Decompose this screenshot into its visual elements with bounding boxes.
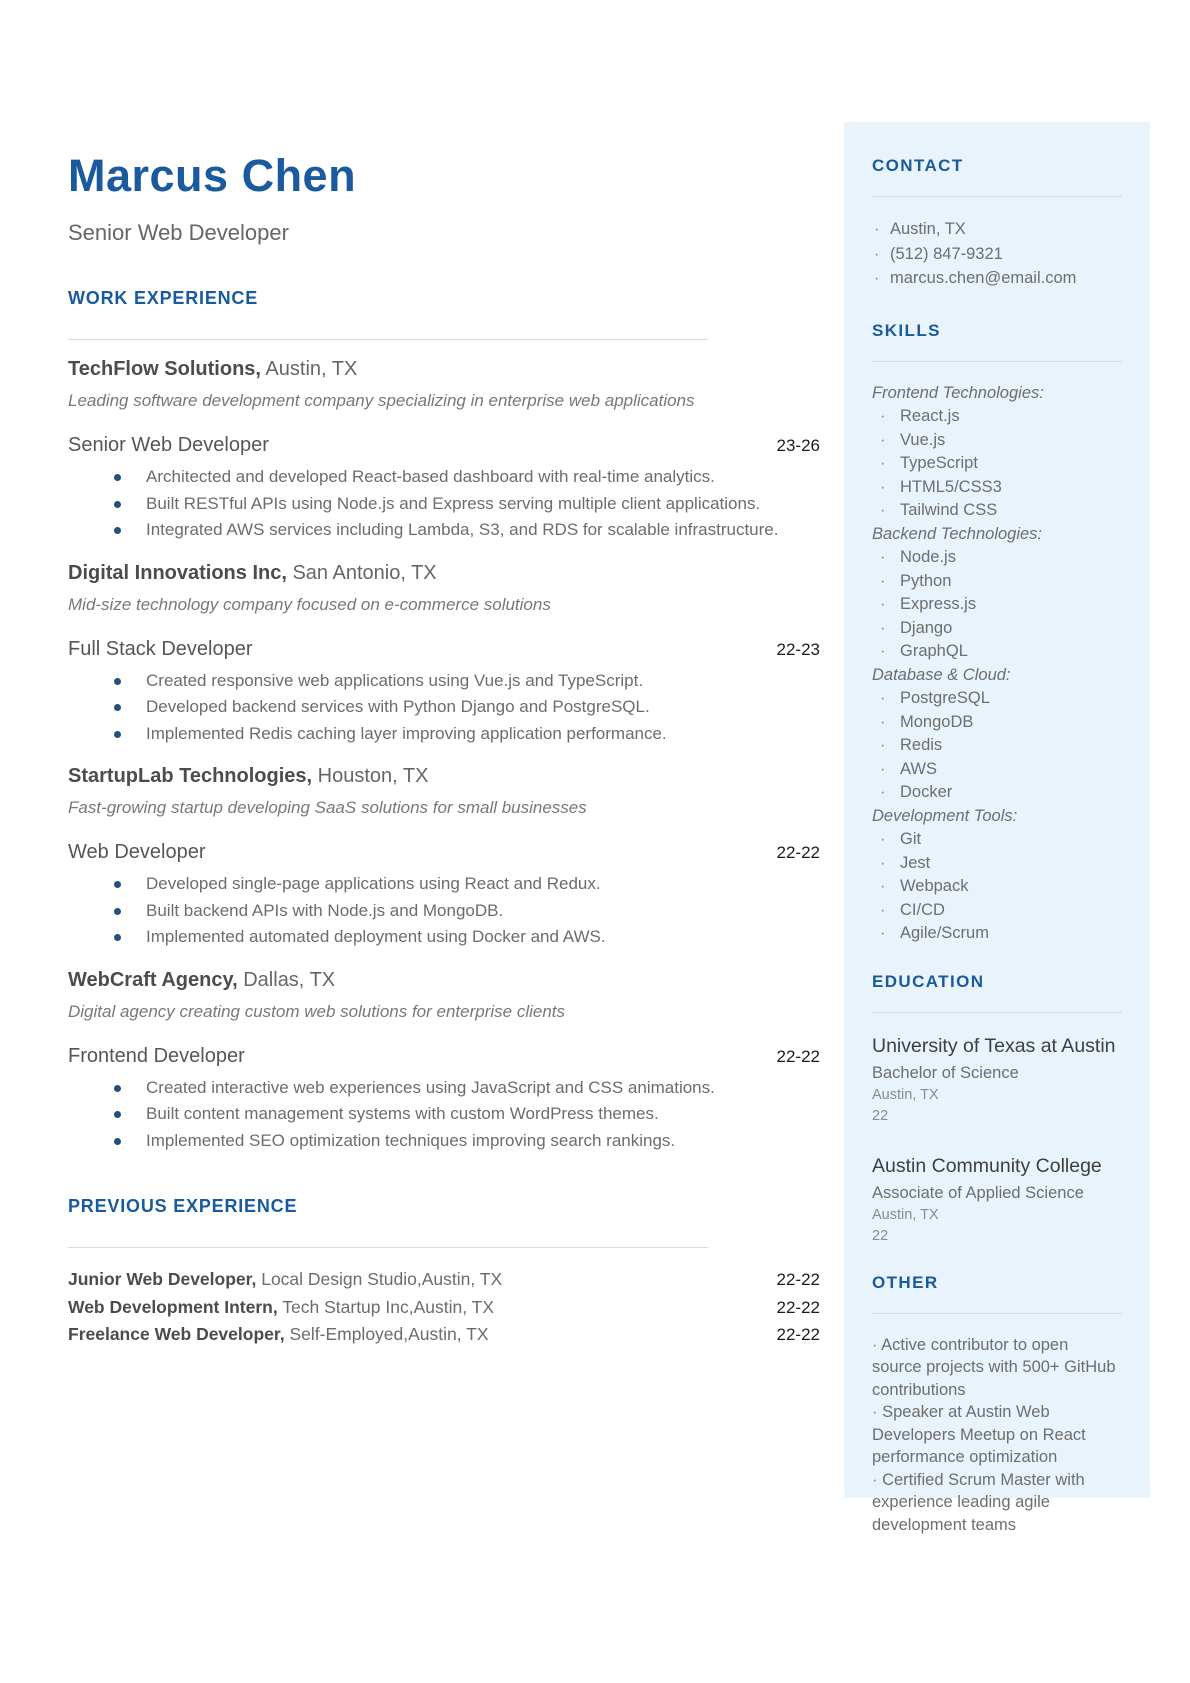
skill-group-label: Frontend Technologies:	[872, 383, 1044, 402]
skill-group-items	[872, 828, 1122, 946]
other-item: · Certified Scrum Master with experience leading agile development teams	[872, 1469, 1122, 1537]
skill-item: · Express.js	[872, 593, 1122, 617]
contact-location: · Austin, TX	[872, 217, 1122, 242]
role-bullets	[68, 871, 820, 951]
skill-group-label: Database & Cloud:	[872, 665, 1011, 684]
previous-company: Self-Employed,Austin, TX	[289, 1324, 489, 1344]
work-experience-heading: WORK EXPERIENCE	[68, 288, 259, 308]
skill-item: · Vue.js	[872, 429, 1122, 453]
role-title: Frontend Developer	[68, 1044, 245, 1067]
previous-experience-row	[68, 1266, 820, 1294]
education-entry	[872, 1033, 1122, 1127]
previous-role: Freelance Web Developer,	[68, 1324, 285, 1344]
role-title: Web Developer	[68, 841, 206, 863]
role-row	[68, 434, 820, 457]
bullet-item: Created responsive web applications using Vue.js and TypeScript.	[68, 668, 820, 695]
company-name: StartupLab Technologies,	[68, 765, 313, 787]
school-degree: Associate of Applied Science	[872, 1183, 1084, 1202]
company-location: Austin, TX	[265, 358, 358, 380]
company-description: Digital agency creating custom web solutions for enterprise clients	[68, 1001, 566, 1021]
company-location: Houston, TX	[317, 765, 429, 787]
school-year: 22	[872, 1227, 889, 1244]
skill-item: · GraphQL	[872, 640, 1122, 664]
skills-heading: SKILLS	[872, 320, 941, 340]
bullet-item: Architected and developed React-based dashboard with real-time analytics.	[68, 464, 820, 491]
skill-item: · Redis	[872, 734, 1122, 758]
skill-item: · CI/CD	[872, 899, 1122, 923]
skill-group-items	[872, 687, 1122, 805]
bullet-item: Developed backend services with Python Django and PostgreSQL.	[68, 694, 820, 721]
company-line	[68, 560, 820, 587]
bullet-item: Built backend APIs with Node.js and MongoDB.	[68, 898, 820, 925]
school-location: Austin, TX	[872, 1086, 939, 1103]
contact-email: · marcus.chen@email.com	[872, 266, 1122, 291]
company-name: TechFlow Solutions,	[68, 358, 261, 380]
skill-item: · Tailwind CSS	[872, 499, 1122, 523]
company-location: Dallas, TX	[243, 968, 336, 991]
role-bullets	[68, 464, 820, 544]
bullet-item: Created interactive web experiences using JavaScript and CSS animations.	[68, 1075, 820, 1102]
school-degree: Bachelor of Science	[872, 1063, 1019, 1082]
skill-item: · Node.js	[872, 546, 1122, 570]
skill-item: · PostgreSQL	[872, 687, 1122, 711]
skill-item: · Docker	[872, 781, 1122, 805]
work-entry	[68, 967, 820, 1155]
school-name: University of Texas at Austin	[872, 1034, 1116, 1057]
other-item: · Active contributor to open source projects with 500+ GitHub contributions	[872, 1334, 1122, 1402]
role-bullets	[68, 668, 820, 748]
skill-item: · Agile/Scrum	[872, 922, 1122, 946]
work-entry	[68, 356, 820, 544]
company-location: San Antonio, TX	[292, 561, 437, 584]
divider	[872, 196, 1122, 197]
skill-item: · Git	[872, 828, 1122, 852]
divider	[872, 1012, 1122, 1013]
divider	[68, 339, 708, 340]
divider	[68, 1247, 708, 1248]
divider	[872, 1313, 1122, 1314]
bullet-item: Implemented automated deployment using Docker and AWS.	[68, 924, 820, 951]
skill-item: · Python	[872, 570, 1122, 594]
school-year: 22	[872, 1107, 889, 1124]
skill-group-label: Backend Technologies:	[872, 524, 1043, 543]
other-list	[872, 1334, 1122, 1537]
previous-dates: 22-22	[776, 1325, 820, 1344]
skills-list	[872, 382, 1122, 946]
previous-role-line	[68, 1266, 502, 1293]
previous-dates: 22-22	[776, 1270, 820, 1289]
company-line	[68, 763, 820, 790]
company-line	[68, 967, 820, 994]
education-heading: EDUCATION	[872, 971, 985, 991]
other-heading: OTHER	[872, 1272, 939, 1292]
company-description: Leading software development company specializing in enterprise web applications	[68, 391, 695, 410]
contact-phone: · (512) 847-9321	[872, 242, 1122, 267]
previous-role: Junior Web Developer,	[68, 1269, 257, 1289]
school-location: Austin, TX	[872, 1206, 939, 1223]
bullet-item: Implemented SEO optimization techniques improving search rankings.	[68, 1128, 820, 1155]
role-title: Senior Web Developer	[68, 434, 269, 456]
role-dates: 22-22	[776, 843, 820, 862]
skill-item: · MongoDB	[872, 711, 1122, 735]
work-entry	[68, 560, 820, 748]
school-name: Austin Community College	[872, 1154, 1102, 1177]
skill-item: · Webpack	[872, 875, 1122, 899]
previous-experience-row	[68, 1294, 820, 1322]
bullet-item: Built RESTful APIs using Node.js and Express serving multiple client applications.	[68, 491, 820, 518]
role-row	[68, 841, 820, 864]
skill-group-label: Development Tools:	[872, 806, 1018, 825]
previous-role-line	[68, 1294, 494, 1321]
skill-item: · Django	[872, 617, 1122, 641]
role-dates: 23-26	[776, 436, 820, 455]
company-description: Mid-size technology company focused on e-commerce solutions	[68, 594, 551, 614]
role-row	[68, 638, 820, 661]
role-row	[68, 1045, 820, 1068]
skill-item: · Jest	[872, 852, 1122, 876]
person-title: Senior Web Developer	[68, 220, 289, 245]
bullet-item: Implemented Redis caching layer improving application performance.	[68, 721, 820, 748]
contact-heading: CONTACT	[872, 156, 964, 175]
previous-experience-list	[68, 1266, 820, 1349]
skill-group-items	[872, 405, 1122, 523]
work-entry	[68, 763, 820, 951]
role-title: Full Stack Developer	[68, 637, 253, 660]
previous-company: Tech Startup Inc,Austin, TX	[282, 1296, 494, 1317]
bullet-item: Integrated AWS services including Lambda, S3, and RDS for scalable infrastructure.	[68, 517, 820, 544]
other-item: · Speaker at Austin Web Developers Meetup on React performance optimization	[872, 1401, 1122, 1469]
company-name: Digital Innovations Inc,	[68, 561, 287, 584]
skill-item: · TypeScript	[872, 452, 1122, 476]
person-name: Marcus Chen	[68, 150, 357, 201]
skill-group-items	[872, 546, 1122, 664]
previous-experience-heading: PREVIOUS EXPERIENCE	[68, 1196, 298, 1216]
education-entry	[872, 1153, 1122, 1247]
company-line	[68, 356, 820, 383]
previous-role: Web Development Intern,	[68, 1296, 278, 1317]
resume-main-column	[68, 150, 820, 1349]
previous-company: Local Design Studio,Austin, TX	[261, 1269, 503, 1289]
skill-item: · HTML5/CSS3	[872, 476, 1122, 500]
role-dates: 22-23	[776, 639, 820, 659]
skill-item: · React.js	[872, 405, 1122, 429]
divider	[872, 361, 1122, 362]
previous-role-line	[68, 1321, 489, 1348]
bullet-item: Developed single-page applications using React and Redux.	[68, 871, 820, 898]
company-name: WebCraft Agency,	[68, 968, 238, 991]
previous-experience-row	[68, 1321, 820, 1349]
role-bullets	[68, 1075, 820, 1155]
skill-item: · AWS	[872, 758, 1122, 782]
previous-dates: 22-22	[776, 1297, 820, 1317]
company-description: Fast-growing startup developing SaaS solutions for small businesses	[68, 798, 587, 817]
resume-sidebar	[844, 122, 1150, 1534]
bullet-item: Built content management systems with custom WordPress themes.	[68, 1101, 820, 1128]
role-dates: 22-22	[776, 1046, 820, 1066]
contact-list	[872, 217, 1122, 291]
